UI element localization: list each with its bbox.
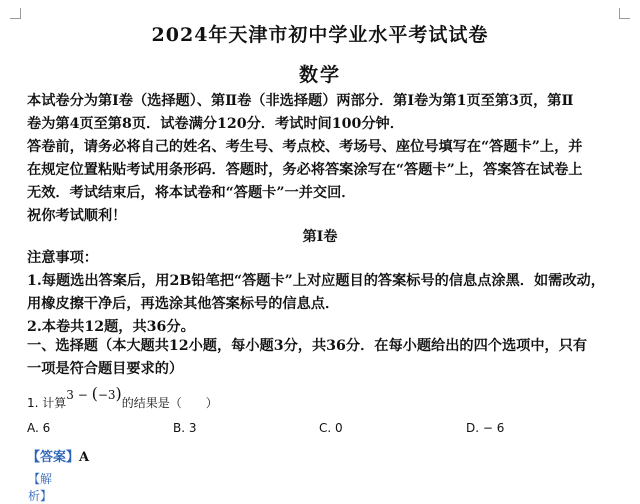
instruction-line: 答卷前，请务必将自己的姓名、考生号、考点校、考场号、座位号填写在“答题卡”上，并 [27, 139, 583, 155]
notes-block [27, 247, 617, 339]
part-line: 一、选择题（本大题共12小题，每小题3分，共36分．在每小题给出的四个选项中，只有 [27, 338, 588, 354]
part-one-heading [27, 335, 617, 381]
expr-paren: ) [115, 384, 122, 403]
answer-value: A [79, 450, 90, 465]
expr-part: 3 − [66, 388, 92, 402]
notes-line: 用橡皮擦干净后，再选涂其他答案标号的信息点． [27, 296, 340, 312]
crop-mark-top-left [10, 8, 21, 19]
question-1 [27, 384, 218, 411]
part-line: 一项是符合题目要求的） [27, 361, 184, 377]
question-stem-suffix: 的结果是（ ） [121, 396, 218, 410]
crop-mark-top-right [619, 8, 630, 19]
notes-line: 1.每题选出答案后，用2B铅笔把“答题卡”上对应题目的答案标号的信息点涂黑．如需改动， [27, 273, 605, 289]
section-title: 第Ⅰ卷 [302, 229, 338, 245]
notes-line: 2.本卷共12题，共36分。 [27, 319, 195, 335]
analysis-tag-partial [28, 472, 60, 503]
option-a: A. 6 [27, 421, 51, 435]
analysis-tag-text: 【解析】 [28, 472, 53, 503]
instruction-line: 在规定位置粘贴考试用条形码．答题时，务必将答案涂写在“答题卡”上，答案答在试卷上 [27, 162, 583, 178]
question-number: 1. 计算 [27, 396, 67, 410]
option-c: C. 0 [319, 421, 343, 435]
answer-tag: 【答案】 [27, 450, 80, 465]
instruction-line: 祝你考试顺利！ [27, 208, 127, 224]
notes-line: 注意事项： [27, 250, 98, 266]
option-b: B. 3 [173, 421, 197, 435]
exam-instructions [27, 90, 617, 228]
expr-paren: ( [91, 384, 98, 403]
subject-title: 数学 [298, 64, 341, 86]
instruction-line: 本试卷分为第Ⅰ卷（选择题）、第Ⅱ卷（非选择题）两部分．第Ⅰ卷为第1页至第3页，第Ⅱ [27, 93, 574, 109]
instruction-line: 卷为第4页至第8页．试卷满分120分．考试时间100分钟． [27, 116, 404, 132]
instruction-line: 无效．考试结束后，将本试卷和“答题卡”一并交回． [27, 185, 356, 201]
answer-line [27, 446, 89, 465]
option-d: D. − 6 [466, 421, 505, 435]
exam-title: 2024年天津市初中学业水平考试试卷 [151, 24, 489, 46]
expr-part: −3 [97, 388, 116, 402]
math-expression [66, 384, 122, 403]
